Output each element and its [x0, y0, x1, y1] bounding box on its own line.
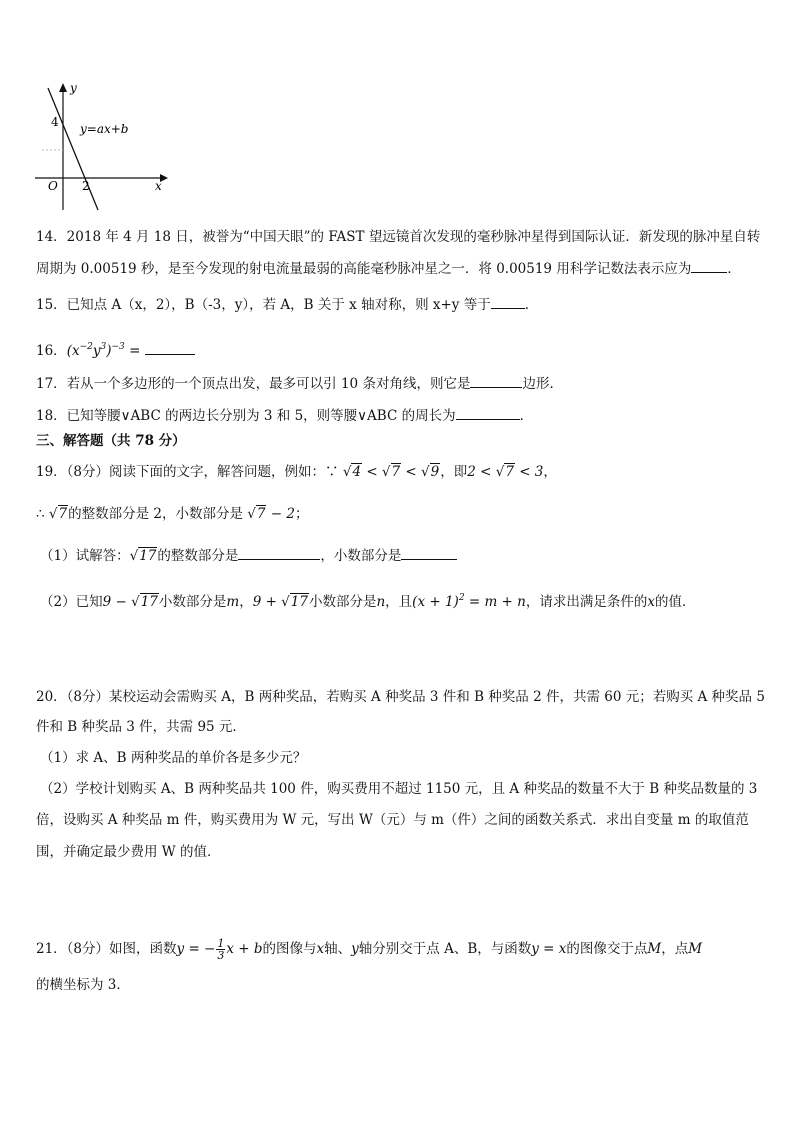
q21-x-var: x [316, 941, 325, 957]
q21-text-4: 的图像交于点 [566, 941, 648, 957]
linear-function-graph [30, 78, 180, 213]
q19-equation: $(x + 1)^2 = m + n$ [412, 593, 526, 610]
q21-point-m: M [647, 941, 662, 957]
q19-var-m: m [226, 594, 240, 610]
q20-line1: 20．（8分）某校运动会需购买 A，B 两种奖品，若购买 A 种奖品 3 件和 B 种奖品 2 件，共需 60 元；若购买 A 种奖品 5 [36, 689, 765, 705]
q15-end: ． [524, 297, 539, 313]
q19-9-minus-sqrt17: 9 − √17 [102, 594, 158, 610]
q19-intro-text: 19．（8分）阅读下面的文字，解答问题，例如：∵ [36, 464, 339, 480]
q21-prefix: 21．（8分）如图，函数 [36, 941, 177, 957]
q19-therefore: ∴ [36, 506, 45, 522]
q14-end: ． [727, 261, 741, 277]
q21-line2: 的横坐标为 3． [36, 977, 130, 993]
line-equation-label: y=ax+b [80, 122, 129, 136]
q20-line2: 件和 B 种奖品 3 件，共需 95 元． [36, 719, 246, 735]
q19-intro: 19．（8分）阅读下面的文字，解答问题，例如：∵ √4 < √7 < √9，即2 < √7 < 3， [36, 464, 557, 480]
q16-expression: $(x^{-2}y^3)^{-3}$ = [66, 342, 145, 359]
x-intercept-label: 2 [82, 179, 90, 193]
q17-text: 17．若从一个多边形的一个顶点出发，最多可以引 10 条对角线，则它是 [36, 376, 471, 392]
q19-sqrt17: √17 [129, 548, 157, 564]
q19-line2: ∴ √7的整数部分是 2，小数部分是 √7 − 2； [36, 506, 309, 522]
q19-inequality-1: √4 < √7 < √9 [342, 464, 440, 480]
q19-sqrt7: √7 [48, 506, 68, 522]
q21-function: y = − $\frac{1}{3}$ x + b [176, 937, 263, 962]
q21-function-2: y = x [531, 941, 567, 957]
q21-line1 [36, 938, 702, 961]
q19-sub1-prefix: （1）试解答： [40, 548, 130, 564]
y-axis-arrow [59, 83, 67, 92]
q19-var-n: n [376, 594, 386, 610]
q18-end: ． [519, 408, 534, 424]
origin-label: O [48, 179, 58, 193]
q21-y-var: y [351, 941, 359, 957]
q21-text-5: ，点 [661, 941, 689, 957]
q15-text: 15．已知点 A（x，2），B（-3，y），若 A，B 关于 x 轴对称，则 x+y 等于 [36, 297, 491, 313]
q19-sub2-and: ，且 [385, 594, 413, 610]
q19-sub2-decimal-text-2: 小数部分是 [308, 594, 377, 610]
q19-inequality-2: 2 < √7 < 3 [467, 464, 544, 480]
q21-text-2: 轴、 [324, 941, 352, 957]
q19-integer-part-blank[interactable] [238, 545, 320, 560]
q19-sub2-decimal-text-1: 小数部分是 [158, 594, 227, 610]
q14-answer-blank[interactable] [691, 258, 727, 273]
q20-sub2-line2: 倍，设购买 A 种奖品 m 件，购买费用为 W 元，写出 W（元）与 m（件）之间的函数关系式．求出自变量 m 的取值范 [36, 812, 749, 828]
q19-sqrt7-minus-2: √7 − 2 [247, 506, 295, 522]
section-3-title: 三、解答题（共 78 分） [36, 433, 186, 449]
q19-sub2-prefix: （2）已知 [40, 594, 103, 610]
q15-answer-blank[interactable] [491, 294, 525, 309]
q21-text-1: 的图像与 [262, 941, 317, 957]
q19-sub2-comma: ， [239, 594, 253, 610]
q19-sub2-end: 的值． [654, 594, 696, 610]
q16-number: 16． [36, 343, 67, 359]
y-axis-label: y [70, 81, 77, 95]
q18-line [36, 405, 533, 426]
q17-answer-blank[interactable] [470, 373, 522, 388]
q15-line [36, 294, 538, 315]
q19-line2-text: 的整数部分是 2，小数部分是 [68, 506, 243, 522]
q14-line2-text: 周期为 0.00519 秒，是至今发现的射电流量最弱的高能毫秒脉冲星之一．将 0.00519 用科学记数法表示应为 [36, 261, 692, 277]
q14-line2 [36, 258, 741, 279]
q19-decimal-part-blank[interactable] [401, 545, 457, 560]
q18-text: 18．已知等腰∨ABC 的两边长分别为 3 和 5，则等腰∨ABC 的周长为 [36, 408, 456, 424]
q20-sub2-line3: 围，并确定最少费用 W 的值． [36, 844, 221, 860]
x-axis-label: x [155, 179, 162, 193]
y-intercept-label: 4 [51, 115, 59, 129]
q16-line [36, 337, 195, 361]
q19-sub1-decimal-text: ，小数部分是 [320, 548, 402, 564]
q21-text-3: 轴分别交于点 A、B，与函数 [358, 941, 532, 957]
q19-var-x: x [647, 594, 655, 610]
q17-line [36, 373, 563, 394]
q17-end: 边形． [522, 376, 563, 392]
q14-line1: 14．2018 年 4 月 18 日，被誉为“中国天眼”的 FAST 望远镜首次发现的毫秒脉冲星得到国际认证．新发现的脉冲星自转 [36, 229, 761, 245]
q16-answer-blank[interactable] [145, 340, 195, 355]
q21-point-m-2: M [688, 941, 703, 957]
q19-sub1-integer-text: 的整数部分是 [157, 548, 239, 564]
q19-sub2 [40, 588, 695, 612]
q20-sub1: （1）求 A、B 两种奖品的单价各是多少元？ [40, 750, 307, 766]
q18-answer-blank[interactable] [456, 405, 520, 420]
q20-sub2-line1: （2）学校计划购买 A、B 两种奖品共 100 件，购买费用不超过 1150 元，且 A 种奖品的数量不大于 B 种奖品数量的 3 [40, 781, 758, 797]
q19-sub1 [40, 545, 457, 566]
q19-comma-then: ，即 [440, 464, 468, 480]
q19-9-plus-sqrt17: 9 + √17 [252, 594, 308, 610]
q19-sub2-request: ，请求出满足条件的 [525, 594, 648, 610]
